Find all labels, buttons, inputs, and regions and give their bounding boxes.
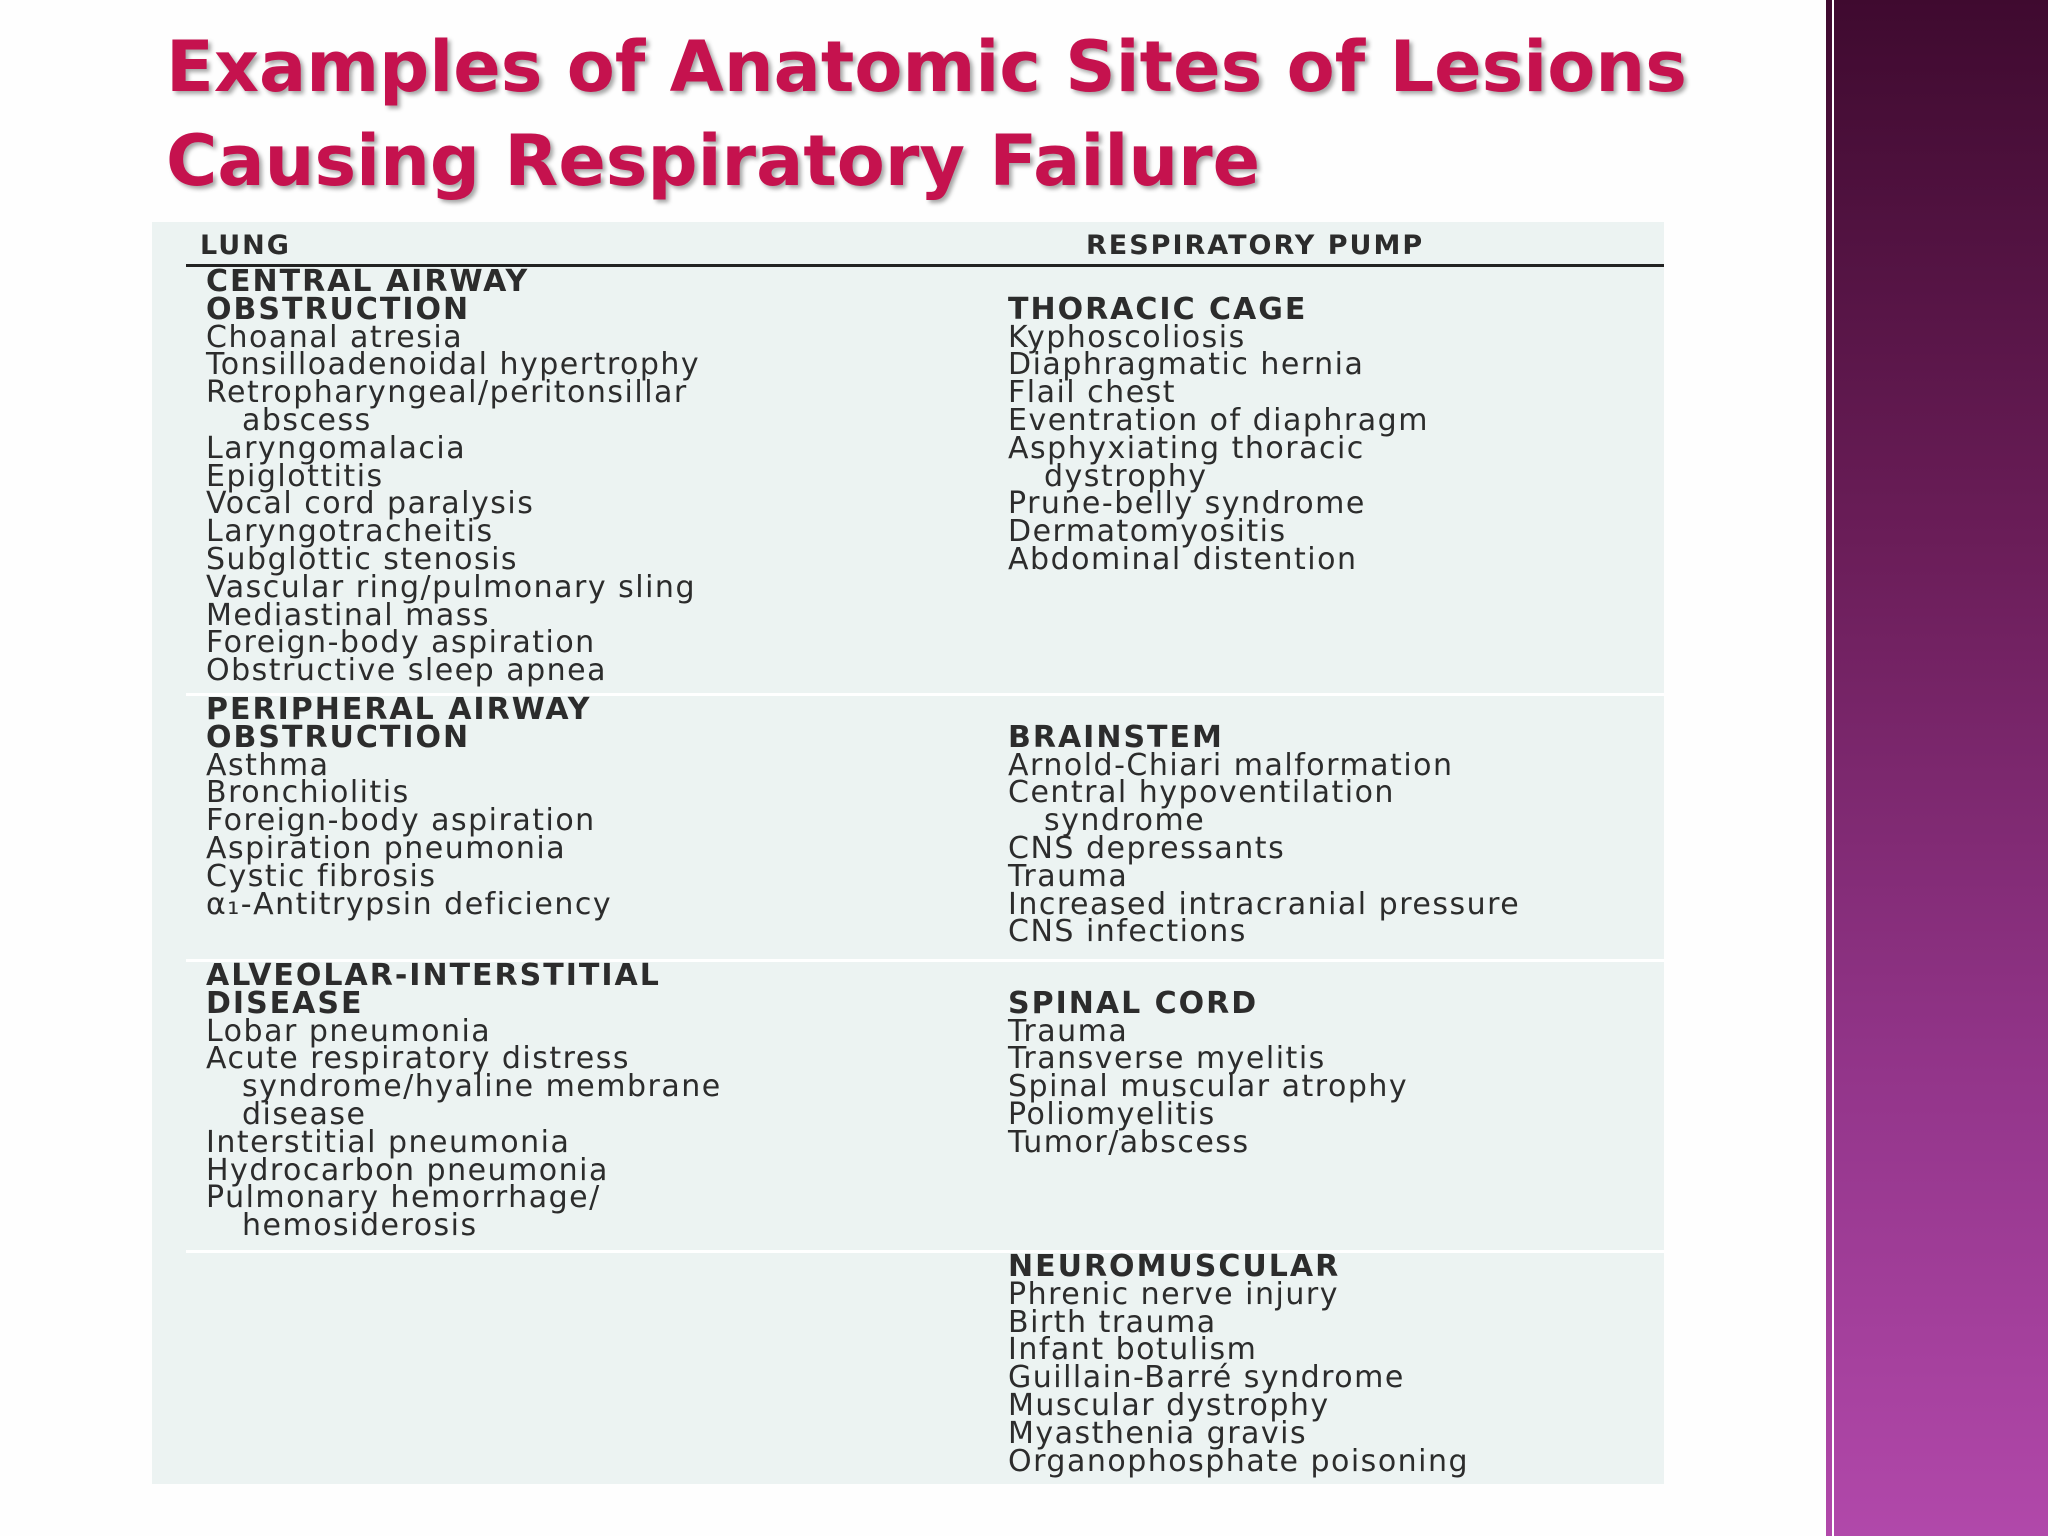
condition-item: Guillain-Barré syndrome [1008,1360,1405,1396]
condition-item: hemosiderosis [242,1208,478,1244]
condition-item: Central hypoventilation [1008,775,1395,811]
table-section [186,264,1664,696]
table-section [186,692,1664,962]
respiratory-pump-column [1008,1249,1664,1479]
title-line-1: Examples of Anatomic Sites of Lesions [166,26,1687,108]
condition-item: Prune-belly syndrome [1008,486,1366,522]
condition-item: Retropharyngeal/peritonsillar [206,375,688,411]
condition-item: CNS depressants [1008,830,1286,866]
condition-item: Kyphoscoliosis [1008,319,1246,355]
condition-item: α₁-Antitrypsin deficiency [206,886,613,922]
condition-item: Pulmonary hemorrhage/ [206,1180,601,1216]
condition-item: Eventration of diaphragm [1008,402,1429,438]
slide-title [166,20,1726,208]
condition-item: Vascular ring/pulmonary sling [206,569,696,605]
condition-item: Bronchiolitis [206,775,410,811]
lung-column [206,958,966,1244]
condition-item: Increased intracranial pressure [1008,886,1521,922]
condition-item: Birth trauma [1008,1304,1217,1340]
category-heading: NEUROMUSCULAR [1008,1249,1341,1284]
header-lung: LUNG [200,230,291,261]
condition-item: disease [242,1096,367,1132]
condition-item: dystrophy [1044,458,1208,494]
condition-item: Asthma [206,747,330,783]
lesion-sites-table [152,222,1664,1484]
category-heading: BRAINSTEM [1008,719,1224,755]
respiratory-pump-column [1008,268,1664,577]
condition-item: Poliomyelitis [1008,1096,1216,1132]
category-heading: ALVEOLAR-INTERSTITIAL [206,958,661,993]
category-heading: CENTRAL AIRWAY [206,264,530,299]
decorative-sidebar [1826,0,2048,1536]
title-line-2: Causing Respiratory Failure [166,120,1261,202]
condition-item: abscess [242,402,372,438]
condition-item: Laryngotracheitis [206,514,494,550]
condition-item: Myasthenia gravis [1008,1415,1308,1451]
condition-item: Tonsilloadenoidal hypertrophy [206,347,701,383]
condition-item: Subglottic stenosis [206,541,519,577]
condition-item: Arnold-Chiari malformation [1008,747,1454,783]
table-section [186,1249,1664,1484]
category-heading: THORACIC CAGE [1008,291,1308,327]
condition-item: Flail chest [1008,375,1177,411]
table-header [186,222,1664,267]
lung-column [206,264,966,689]
condition-item: Trauma [1008,1013,1129,1049]
condition-item: Infant botulism [1008,1332,1258,1368]
condition-item: CNS infections [1008,914,1247,950]
condition-item: Organophosphate poisoning [1008,1443,1470,1479]
category-heading: OBSTRUCTION [206,719,471,755]
condition-item: syndrome [1044,803,1206,839]
condition-item: Aspiration pneumonia [206,830,567,866]
condition-item: syndrome/hyaline membrane [242,1069,722,1105]
category-heading: SPINAL CORD [1008,985,1259,1021]
condition-item: Laryngomalacia [206,430,467,466]
category-heading: PERIPHERAL AIRWAY [206,692,592,727]
condition-item: Epiglottitis [206,458,384,494]
condition-item: Interstitial pneumonia [206,1124,571,1160]
condition-item: Asphyxiating thoracic [1008,430,1365,466]
condition-item: Spinal muscular atrophy [1008,1069,1409,1105]
condition-item: Hydrocarbon pneumonia [206,1152,609,1188]
respiratory-pump-column [1008,696,1664,950]
table-section [186,958,1664,1253]
category-heading: DISEASE [206,985,364,1021]
condition-item: Cystic fibrosis [206,858,437,894]
condition-item: Mediastinal mass [206,597,490,633]
header-respiratory-pump: RESPIRATORY PUMP [1086,230,1425,261]
condition-item: Obstructive sleep apnea [206,653,607,689]
condition-item: Abdominal distention [1008,541,1358,577]
condition-item: Trauma [1008,858,1129,894]
condition-item: Foreign-body aspiration [206,803,596,839]
condition-item: Lobar pneumonia [206,1013,492,1049]
condition-item: Choanal atresia [206,319,464,355]
condition-item: Foreign-body aspiration [206,625,596,661]
condition-item: Acute respiratory distress [206,1041,631,1077]
condition-item: Muscular dystrophy [1008,1387,1330,1423]
condition-item: Transverse myelitis [1008,1041,1326,1077]
respiratory-pump-column [1008,962,1664,1160]
condition-item: Diaphragmatic hernia [1008,347,1365,383]
category-heading: OBSTRUCTION [206,291,471,327]
sidebar-divider [1832,0,1834,1536]
condition-item: Dermatomyositis [1008,514,1287,550]
condition-item: Vocal cord paralysis [206,486,535,522]
lung-column [206,692,966,922]
condition-item: Phrenic nerve injury [1008,1276,1339,1312]
condition-item: Tumor/abscess [1008,1124,1250,1160]
